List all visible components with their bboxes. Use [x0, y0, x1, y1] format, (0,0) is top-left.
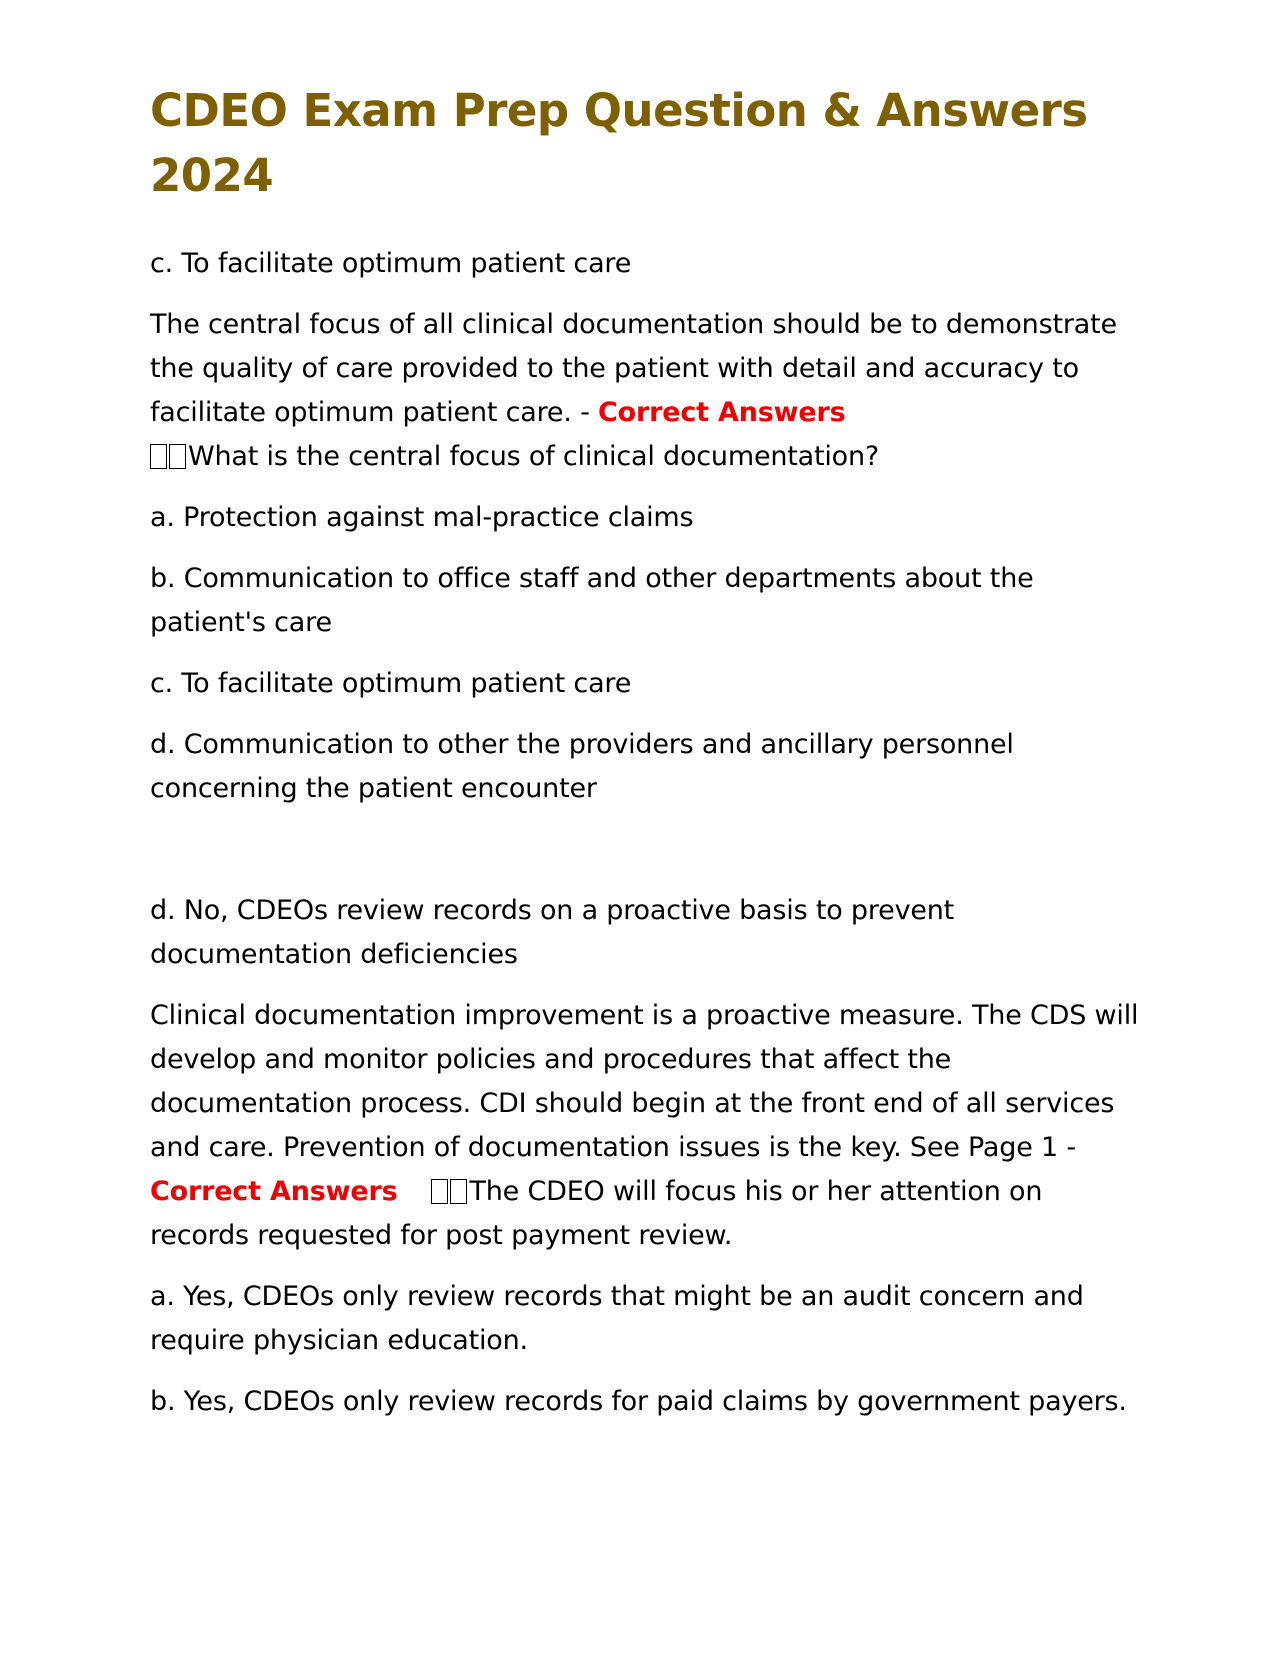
section-gap: [150, 828, 1140, 889]
option-1d: d. Communication to other the providers and ancillary personnel concerning the patient encounter: [150, 729, 1014, 804]
option-1b: b. Communication to office staff and other departments about the patient's care: [150, 563, 1034, 638]
document-title: CDEO Exam Prep Question & Answers 2024: [150, 84, 1088, 202]
option-1c: c. To facilitate optimum patient care: [150, 668, 632, 699]
question-text-1: What is the central focus of clinical documentation?: [188, 441, 880, 472]
answer-line-2: d. No, CDEOs review records on a proactive basis to prevent documentation deficiencies: [150, 895, 955, 970]
missing-glyph-icon: [150, 444, 167, 469]
explanation-text-1: The central focus of all clinical documentation should be to demonstrate the quality of care provided to the patient with detail and accuracy to facilitate optimum patient care. -: [150, 309, 1117, 428]
correct-answers-label-2: Correct Answers: [150, 1176, 398, 1207]
explanation-1: [150, 303, 1140, 479]
option-1a: a. Protection against mal-practice claims: [150, 502, 694, 533]
document-page: [150, 78, 1140, 1441]
missing-glyph-icon: [431, 1179, 448, 1204]
correct-answers-label-1: Correct Answers: [598, 397, 846, 428]
option-2a: a. Yes, CDEOs only review records that might be an audit concern and require physician education.: [150, 1281, 1084, 1356]
answer-line-1: c. To facilitate optimum patient care: [150, 248, 632, 279]
explanation-2: [150, 994, 1140, 1258]
option-2b: b. Yes, CDEOs only review records for paid claims by government payers.: [150, 1386, 1127, 1417]
missing-glyph-icon: [169, 444, 186, 469]
missing-glyph-icon: [450, 1179, 467, 1204]
question-text-2: The CDEO will focus his or her attention on records requested for post payment review.: [150, 1176, 1043, 1251]
explanation-text-2: Clinical documentation improvement is a proactive measure. The CDS will develop and monitor policies and procedures that affect the documentation process. CDI should begin at the front end of all services and care. Prevention of documentation issues is the key. See Page 1 -: [150, 1000, 1139, 1163]
